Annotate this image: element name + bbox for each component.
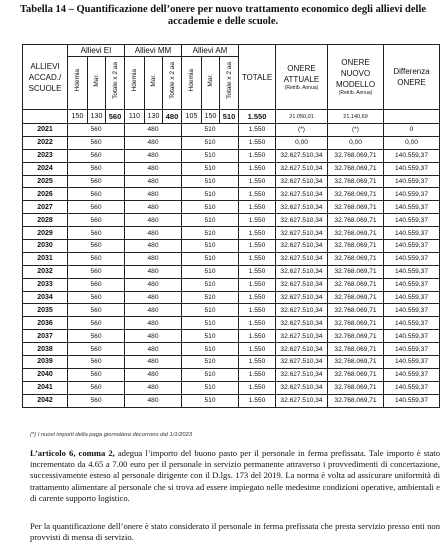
paragraph-article-6-bold: L’articolo 6, comma 2, [30,448,115,458]
row-mm: 480 [125,136,182,149]
row-ei: 560 [68,149,125,162]
count-am-accademia: 105 [182,110,202,124]
row-totale: 1.550 [239,252,276,265]
row-totale: 1.550 [239,265,276,278]
row-am: 510 [182,252,239,265]
table-row [23,188,440,201]
paragraph-quantificazione: Per la quantificazione dell’onere è stato considerato il personale in ferma prefissata che presta servizio presso enti non provvisti di mensa di servizio. [30,521,440,543]
group-header-mm: Allievi MM [125,45,182,57]
paragraph-article-6-text: adegua l’importo del buono pasto per il personale in ferma prefissata. Tale importo è stato incrementato da 4.65 a 7.00 euro per il personale in servizio permanente attraverso i provvedimenti di concertazione, successivamente esteso al personale dirigente con il D.lgs. 173 del 2019. La norma è volta ad assicurare uniformità di trattamento alimentare al personale che si trova ad essere impiegato nelle medesime condizioni operative, ambientali e di carente supporto logistico. [30,448,440,503]
row-am: 510 [182,317,239,330]
row-year: 2036 [23,317,68,330]
row-totale: 1.550 [239,201,276,214]
row-totale: 1.550 [239,291,276,304]
row-totale: 1.550 [239,175,276,188]
row-totale: 1.550 [239,343,276,356]
row-differenza: 140.559,37 [384,149,440,162]
count-diff [384,110,440,124]
table-row [23,175,440,188]
row-differenza: 140.559,37 [384,175,440,188]
row-ei: 560 [68,368,125,381]
row-totale: 1.550 [239,330,276,343]
table-row [23,214,440,227]
paragraph-article-6 [30,448,440,504]
table-row [23,201,440,214]
row-onere-attuale: 32.627.510,34 [276,227,328,240]
subheader-ei-accademia: Hdemia [68,57,88,110]
table-row [23,368,440,381]
row-year: 2023 [23,149,68,162]
row-totale: 1.550 [239,214,276,227]
row-mm: 480 [125,162,182,175]
row-differenza: 140.559,37 [384,201,440,214]
row-totale: 1.550 [239,317,276,330]
row-year: 2029 [23,227,68,240]
row-year: 2027 [23,201,68,214]
row-year: 2030 [23,240,68,253]
row-ei: 560 [68,252,125,265]
row-differenza: 140.559,37 [384,227,440,240]
subheader-ei-totale: Totale x 2 aa [106,57,125,110]
row-onere-nuovo: 32.768.069,71 [328,188,384,201]
row-mm: 480 [125,304,182,317]
row-differenza: 140.559,37 [384,214,440,227]
row-mm: 480 [125,356,182,369]
subheader-mm-mar: Mar. [145,57,163,110]
row-totale: 1.550 [239,240,276,253]
count-attuale: 21.050,01 [276,110,328,124]
row-ei: 560 [68,291,125,304]
row-ei: 560 [68,265,125,278]
row-onere-nuovo: 32.768.069,71 [328,149,384,162]
header-onere-attuale [276,45,328,110]
subheader-am-mar: Mar. [202,57,220,110]
row-am: 510 [182,278,239,291]
row-ei: 560 [68,240,125,253]
row-onere-nuovo: 32.768.069,71 [328,227,384,240]
onere-nuovo-sub: (Retrib. Annua) [338,90,373,96]
row-am: 510 [182,330,239,343]
row-onere-attuale: 32.627.510,34 [276,291,328,304]
row-mm: 480 [125,317,182,330]
row-ei: 560 [68,188,125,201]
row-year: 2040 [23,368,68,381]
row-onere-attuale: 32.627.510,34 [276,149,328,162]
row-onere-nuovo: 32.768.069,71 [328,394,384,407]
row-differenza: 140.559,37 [384,252,440,265]
count-am-mar: 150 [202,110,220,124]
row-am: 510 [182,188,239,201]
row-differenza: 140.559,37 [384,330,440,343]
row-onere-nuovo: 32.768.069,71 [328,278,384,291]
row-onere-attuale: 32.627.510,34 [276,394,328,407]
row-totale: 1.550 [239,149,276,162]
row-year: 2038 [23,343,68,356]
row-onere-attuale: 32.627.510,34 [276,201,328,214]
row-totale: 1.550 [239,304,276,317]
row-onere-nuovo: 32.768.069,71 [328,381,384,394]
row-ei: 560 [68,317,125,330]
table-row [23,136,440,149]
row-onere-attuale: 32.627.510,34 [276,265,328,278]
subheader-mm-totale: Totale x 2 aa [163,57,182,110]
row-mm: 480 [125,188,182,201]
row-differenza: 140.559,37 [384,265,440,278]
row-onere-nuovo: 32.768.069,71 [328,291,384,304]
row-totale: 1.550 [239,278,276,291]
table-row [23,304,440,317]
row-onere-nuovo: 32.768.069,71 [328,368,384,381]
row-onere-nuovo: 0,00 [328,136,384,149]
row-am: 510 [182,240,239,253]
row-am: 510 [182,136,239,149]
header-differenza: Differenza ONERE [384,45,440,110]
row-onere-attuale: 32.627.510,34 [276,381,328,394]
row-differenza: 140.559,37 [384,291,440,304]
row-onere-attuale: 32.627.510,34 [276,356,328,369]
row-mm: 480 [125,330,182,343]
subheader-mm-accademia: Hdemia [125,57,145,110]
row-am: 510 [182,343,239,356]
row-onere-nuovo: 32.768.069,71 [328,343,384,356]
row-ei: 560 [68,227,125,240]
row-mm: 480 [125,240,182,253]
row-differenza: 140.559,37 [384,240,440,253]
row-onere-nuovo: 32.768.069,71 [328,317,384,330]
table-row [23,330,440,343]
row-ei: 560 [68,136,125,149]
table-row [23,394,440,407]
row-ei: 560 [68,343,125,356]
row-differenza: 140.559,37 [384,394,440,407]
table-row [23,317,440,330]
row-year: 2042 [23,394,68,407]
row-am: 510 [182,201,239,214]
onere-attuale-label: ONERE ATTUALE [283,63,320,84]
group-header-am: Allievi AM [182,45,239,57]
row-mm: 480 [125,343,182,356]
row-am: 510 [182,175,239,188]
table-row [23,252,440,265]
table-row [23,381,440,394]
row-onere-nuovo: 32.768.069,71 [328,162,384,175]
row-mm: 480 [125,214,182,227]
row-year: 2024 [23,162,68,175]
header-allievi-scuole: ALLIEVI ACCAD./ SCUOLE [23,45,68,110]
row-totale: 1.550 [239,394,276,407]
row-onere-nuovo: 32.768.069,71 [328,265,384,278]
row-mm: 480 [125,265,182,278]
onere-table [22,44,440,408]
table-row [23,278,440,291]
counts-row [23,110,440,124]
count-am-totale: 510 [220,110,239,124]
row-onere-nuovo: 32.768.069,71 [328,240,384,253]
row-onere-attuale: 32.627.510,34 [276,214,328,227]
row-am: 510 [182,356,239,369]
header-onere-nuovo [328,45,384,110]
row-onere-attuale: 32.627.510,34 [276,162,328,175]
row-onere-nuovo: 32.768.069,71 [328,201,384,214]
row-year: 2039 [23,356,68,369]
row-differenza: 140.559,37 [384,317,440,330]
row-onere-nuovo: 32.768.069,71 [328,330,384,343]
row-mm: 480 [125,201,182,214]
row-onere-attuale: 32.627.510,34 [276,330,328,343]
table-row [23,124,440,137]
row-year: 2034 [23,291,68,304]
row-onere-nuovo: (*) [328,124,384,137]
row-am: 510 [182,124,239,137]
row-onere-attuale: 32.627.510,34 [276,343,328,356]
row-year: 2035 [23,304,68,317]
row-differenza: 0,00 [384,136,440,149]
table-row [23,265,440,278]
table-title-line2: accademie e delle scuole. [167,16,279,27]
row-am: 510 [182,394,239,407]
row-onere-attuale: 32.627.510,34 [276,240,328,253]
row-year: 2022 [23,136,68,149]
group-header-ei: Allievi EI [68,45,125,57]
row-year: 2031 [23,252,68,265]
row-onere-attuale: 32.627.510,34 [276,368,328,381]
row-year: 2021 [23,124,68,137]
counts-label-cell [23,110,68,124]
row-ei: 560 [68,162,125,175]
row-onere-attuale: 32.627.510,34 [276,252,328,265]
row-differenza: 140.559,37 [384,188,440,201]
row-ei: 560 [68,175,125,188]
row-mm: 480 [125,175,182,188]
row-onere-nuovo: 32.768.069,71 [328,356,384,369]
row-totale: 1.550 [239,227,276,240]
row-onere-nuovo: 32.768.069,71 [328,175,384,188]
row-mm: 480 [125,278,182,291]
table-note: (*) I nuovi importi della paga giornaliera decorrono dal 1/1/2023 [30,432,193,438]
count-mm-mar: 130 [145,110,163,124]
row-year: 2032 [23,265,68,278]
onere-nuovo-label: ONERE NUOVO MODELLO [335,58,376,89]
row-mm: 480 [125,124,182,137]
onere-attuale-sub: (Retrib. Annua) [284,84,319,91]
subheader-am-accademia: Hdemia [182,57,202,110]
row-am: 510 [182,149,239,162]
row-am: 510 [182,162,239,175]
subheader-am-totale: Totale x 2 aa [220,57,239,110]
table-row [23,240,440,253]
header-totale: TOTALE [239,45,276,110]
row-mm: 480 [125,227,182,240]
subheader-ei-mar: Mar. [88,57,106,110]
row-year: 2037 [23,330,68,343]
row-am: 510 [182,304,239,317]
table-title [8,4,438,28]
row-ei: 560 [68,214,125,227]
row-differenza: 140.559,37 [384,278,440,291]
count-nuovo: 21.140,69 [328,110,384,124]
table-body [23,124,440,408]
row-totale: 1.550 [239,136,276,149]
table-row [23,343,440,356]
row-onere-attuale: 32.627.510,34 [276,304,328,317]
row-totale: 1.550 [239,356,276,369]
row-onere-nuovo: 32.768.069,71 [328,214,384,227]
row-onere-attuale: 32.627.510,34 [276,175,328,188]
row-am: 510 [182,265,239,278]
count-totale: 1.550 [239,110,276,124]
row-mm: 480 [125,149,182,162]
row-differenza: 140.559,37 [384,381,440,394]
table-row [23,162,440,175]
row-ei: 560 [68,304,125,317]
row-ei: 560 [68,356,125,369]
row-ei: 560 [68,330,125,343]
row-onere-attuale: 32.627.510,34 [276,188,328,201]
row-ei: 560 [68,201,125,214]
row-onere-attuale: 32.627.510,34 [276,278,328,291]
row-differenza: 0 [384,124,440,137]
row-differenza: 140.559,37 [384,368,440,381]
row-onere-attuale: (*) [276,124,328,137]
row-am: 510 [182,381,239,394]
row-year: 2026 [23,188,68,201]
count-ei-totale: 560 [106,110,125,124]
row-mm: 480 [125,291,182,304]
table-row [23,149,440,162]
row-mm: 480 [125,368,182,381]
row-differenza: 140.559,37 [384,356,440,369]
row-totale: 1.550 [239,124,276,137]
row-onere-nuovo: 32.768.069,71 [328,304,384,317]
row-differenza: 140.559,37 [384,343,440,356]
row-mm: 480 [125,394,182,407]
row-ei: 560 [68,381,125,394]
row-year: 2028 [23,214,68,227]
count-mm-accademia: 110 [125,110,145,124]
row-ei: 560 [68,394,125,407]
table-row [23,356,440,369]
row-differenza: 140.559,37 [384,304,440,317]
count-mm-totale: 480 [163,110,182,124]
row-year: 2041 [23,381,68,394]
row-totale: 1.550 [239,381,276,394]
row-am: 510 [182,368,239,381]
table-title-line1: Tabella 14 – Quantificazione dell’onere per nuovo trattamento economico degli allievi delle [19,4,427,15]
row-year: 2033 [23,278,68,291]
table-row [23,227,440,240]
row-totale: 1.550 [239,162,276,175]
row-am: 510 [182,291,239,304]
row-am: 510 [182,214,239,227]
row-totale: 1.550 [239,188,276,201]
table-row [23,291,440,304]
row-am: 510 [182,227,239,240]
row-totale: 1.550 [239,368,276,381]
row-onere-attuale: 0,00 [276,136,328,149]
row-ei: 560 [68,278,125,291]
row-year: 2025 [23,175,68,188]
count-ei-accademia: 150 [68,110,88,124]
row-ei: 560 [68,124,125,137]
row-mm: 480 [125,252,182,265]
count-ei-mar: 130 [88,110,106,124]
row-onere-attuale: 32.627.510,34 [276,317,328,330]
row-onere-nuovo: 32.768.069,71 [328,252,384,265]
row-differenza: 140.559,37 [384,162,440,175]
row-mm: 480 [125,381,182,394]
